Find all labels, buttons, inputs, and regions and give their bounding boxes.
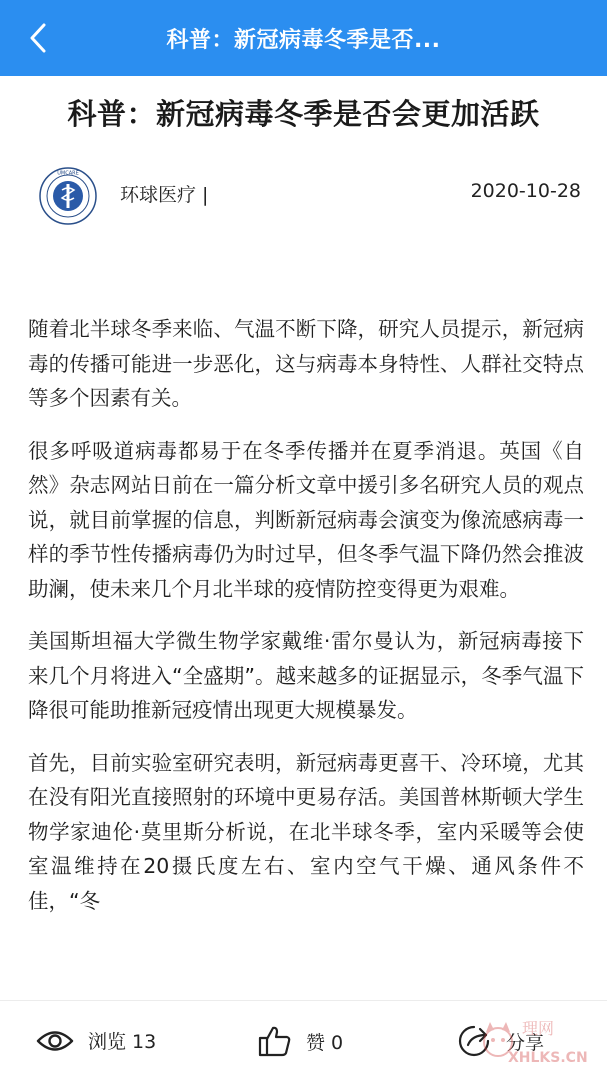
article-paragraph: 随着北半球冬季来临、气温不断下降，研究人员提示，新冠病毒的传播可能进一步恶化，这与病毒本身特性、人群社交特点等多个因素有关。 <box>28 317 584 410</box>
article-paragraph: 美国斯坦福大学微生物学家戴维·雷尔曼认为，新冠病毒接下来几个月将进入“全盛期”。越来越多的证据显示，冬季气温下降很可能助推新冠疫情出现更大规模暴发。 <box>28 629 584 722</box>
watermark-text: 理网 <box>522 1019 555 1038</box>
views-button[interactable] <box>36 1027 156 1054</box>
page-title: 科普：新冠病毒冬季是否... <box>166 27 441 53</box>
umcare-logo-icon <box>38 166 98 226</box>
article-title: 科普：新冠病毒冬季是否会更加活跃 <box>67 97 540 131</box>
chevron-left-icon <box>27 21 49 55</box>
watermark-domain: XHLKS.CN <box>508 1050 588 1066</box>
likes-count: 赞 0 <box>306 1031 344 1054</box>
svg-text:UMCARE: UMCARE <box>57 170 79 177</box>
article-source[interactable]: 环球医疗 | <box>120 184 209 206</box>
share-label: 分享 <box>506 1031 545 1054</box>
like-button[interactable] <box>258 1025 343 1057</box>
eye-icon <box>36 1028 74 1054</box>
thumbs-up-icon <box>258 1025 292 1057</box>
site-watermark <box>478 1016 603 1076</box>
article-paragraph: 很多呼吸道病毒都易于在冬季传播并在夏季消退。英国《自然》杂志网站日前在一篇分析文章中援引多名研究人员的观点说，就目前掌握的信息，判断新冠病毒会演变为像流感病毒一样的季节性传播病毒仍为时过早，但冬季气温下降仍然会推波助澜，使未来几个月北半球的疫情防控变得更为艰难。 <box>28 438 584 601</box>
source-logo[interactable] <box>38 166 98 226</box>
views-count: 浏览 13 <box>88 1031 157 1053</box>
article-date: 2020-10-28 <box>470 180 581 202</box>
article-paragraph: 首先，目前实验室研究表明，新冠病毒更喜干、冷环境，尤其在没有阳光直接照射的环境中更易存活。美国普林斯顿大学生物学家迪伦·莫里斯分析说，在北半球冬季，室内采暖等会使室温维持在20摄氏度左右、室内空气干燥、通风条件不佳，“冬 <box>28 750 584 913</box>
article-body <box>28 312 584 1002</box>
back-button[interactable] <box>18 18 58 58</box>
article-meta <box>0 162 607 232</box>
top-navigation-bar <box>0 0 607 76</box>
